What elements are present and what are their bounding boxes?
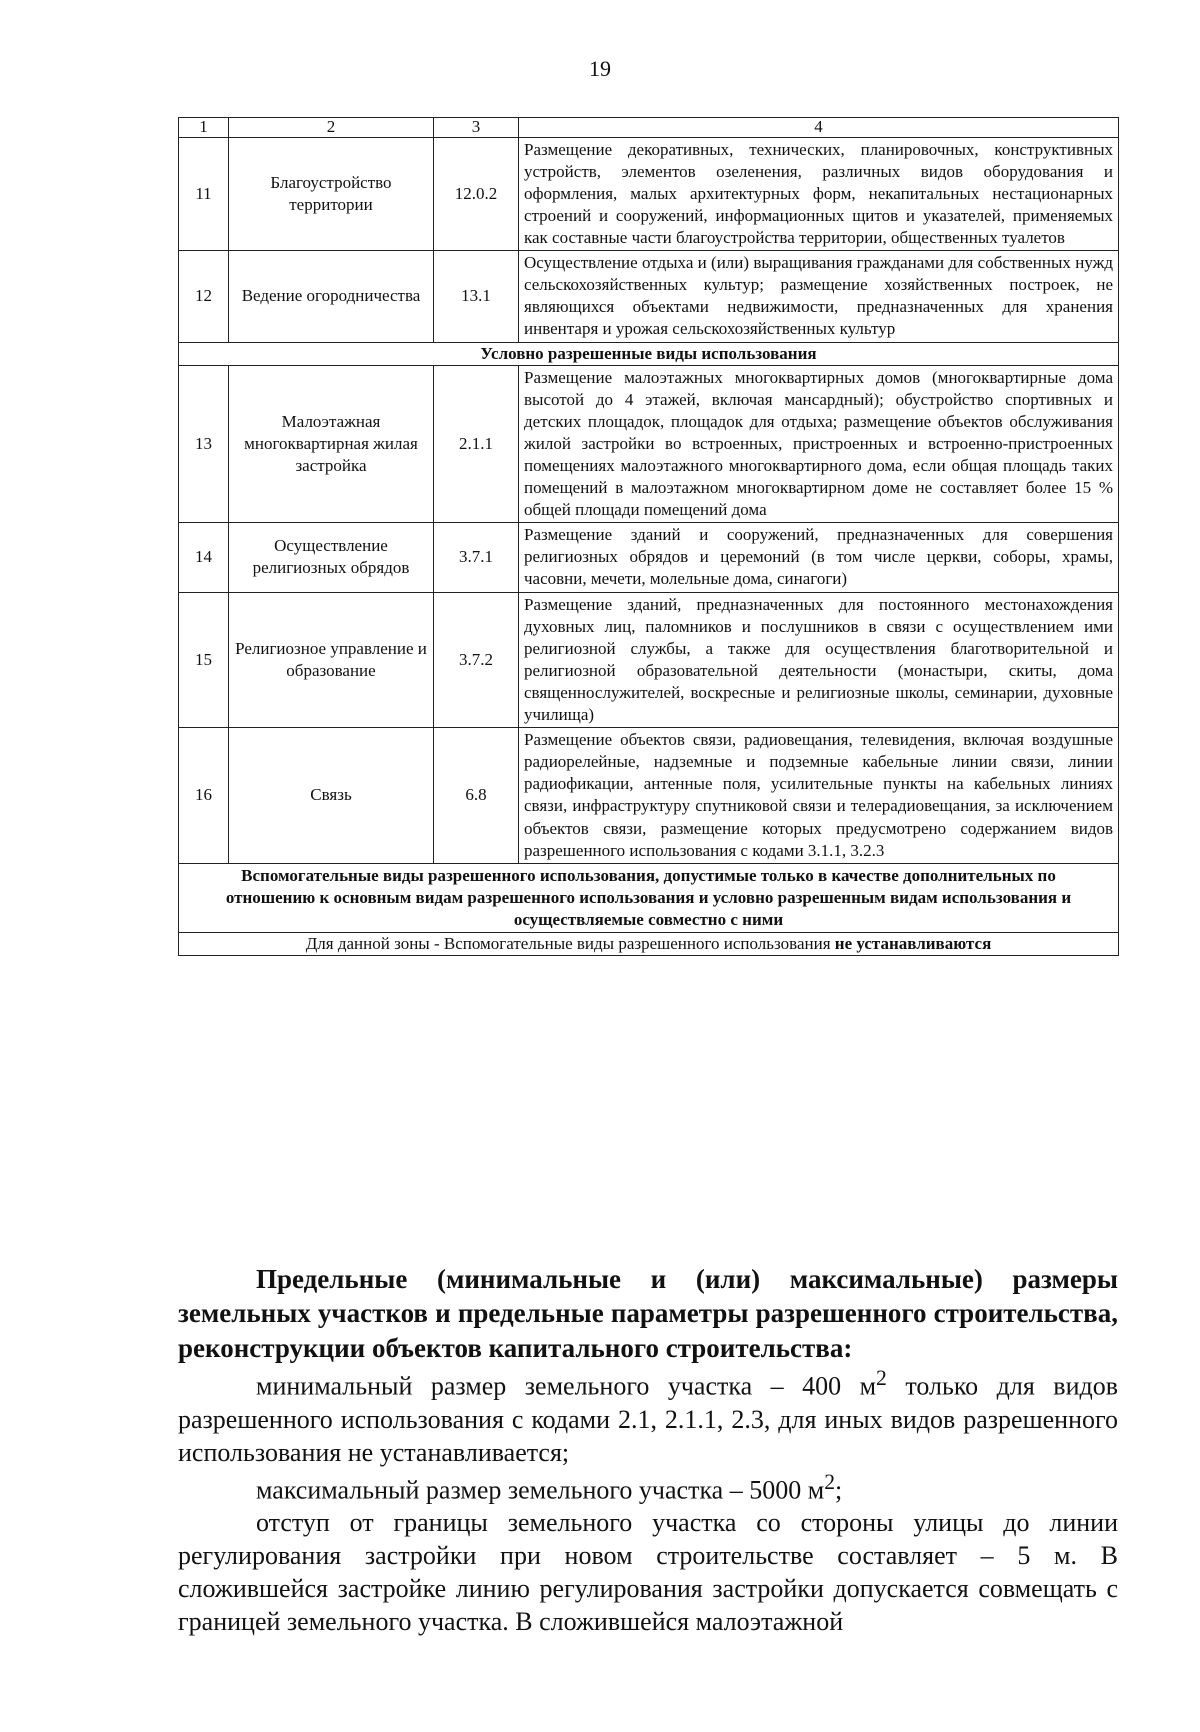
- use-name: Религиозное управление и образование: [229, 592, 434, 728]
- use-code: 3.7.1: [434, 523, 519, 592]
- superscript-2: 2: [824, 1469, 836, 1494]
- row-number: 15: [179, 592, 229, 728]
- auxiliary-note-row: [179, 932, 1119, 955]
- page-number: 19: [589, 56, 611, 81]
- table-row: [179, 251, 1119, 342]
- auxiliary-note-text: Для данной зоны - Вспомогательные виды разрешенного использования: [305, 933, 835, 953]
- section-auxiliary-row: [179, 863, 1119, 932]
- use-description: Осуществление отдыха и (или) выращивания гражданами для собственных нужд сельскохозяйственных культур; размещение хозяйственных построек, не являющихся объектами недвижимости, предназначенных для хранения инвентаря и урожая сельскохозяйственных культур: [519, 251, 1119, 342]
- row-number: 14: [179, 523, 229, 592]
- use-name: Ведение огородничества: [229, 251, 434, 342]
- section-conditional-title: Условно разрешенные виды использования: [179, 342, 1119, 365]
- max-plot-size-text-rest: ;: [835, 1475, 843, 1505]
- header-col-1: 1: [179, 118, 229, 138]
- row-number: 13: [179, 365, 229, 523]
- table-row: [179, 137, 1119, 250]
- use-description: Размещение объектов связи, радиовещания, телевидения, включая воздушные радиорелейные, надземные и подземные кабельные линии связи, линии радиофикации, антенные поля, усилительные пункты на кабельных линиях связи, инфраструктуру спутниковой связи и телерадиовещания, за исключением объектов связи, размещение которых предусмотрено содержанием видов разрешенного использования с кодами 3.1.1, 3.2.3: [519, 728, 1119, 864]
- row-number: 11: [179, 137, 229, 250]
- min-plot-size-paragraph: [178, 1365, 1118, 1469]
- use-description: Размещение декоративных, технических, планировочных, конструктивных устройств, элементов озеленения, различных видов оборудования и оформления, малых архитектурных форм, некапитальных нестационарных строений и сооружений, информационных щитов и указателей, применяемых как составные части благоустройства территории, общественных туалетов: [519, 137, 1119, 250]
- table-row: [179, 365, 1119, 523]
- use-name: Малоэтажная многоквартирная жилая застройка: [229, 365, 434, 523]
- use-name: Связь: [229, 728, 434, 864]
- max-plot-size-text: максимальный размер земельного участка – 5000 м: [256, 1475, 825, 1505]
- use-code: 3.7.2: [434, 592, 519, 728]
- header-col-2: 2: [229, 118, 434, 138]
- use-code: 13.1: [434, 251, 519, 342]
- min-plot-size-text-rest: только для видов разрешенного использования с кодами 2.1, 2.1.1, 2.3, для иных видов разрешенного использования не устанавливается;: [178, 1371, 1118, 1467]
- land-use-table: [178, 117, 1119, 956]
- table-header-row: [179, 118, 1119, 138]
- header-col-3: 3: [434, 118, 519, 138]
- table-row: [179, 523, 1119, 592]
- auxiliary-note-emphasis: не устанавливаются: [834, 933, 992, 953]
- table-row: [179, 728, 1119, 864]
- section-conditional-row: [179, 342, 1119, 365]
- use-description: Размещение зданий, предназначенных для постоянного местонахождения духовных лиц, паломников и послушников в связи с осуществлением ими религиозной службы, а также для осуществления благотворительной и религиозной образовательной деятельности (монастыри, скиты, дома священнослужителей, воскресные и религиозные школы, семинарии, духовные училища): [519, 592, 1119, 728]
- max-plot-size-paragraph: [178, 1469, 1118, 1507]
- auxiliary-note: [179, 932, 1119, 955]
- setback-paragraph: отступ от границы земельного участка со стороны улицы до линии регулирования застройки при новом строительстве составляет – 5 м. В сложившейся застройке линию регулирования застройки допускается совмещать с границей земельного участка. В сложившейся малоэтажной: [178, 1508, 1118, 1637]
- row-number: 12: [179, 251, 229, 342]
- header-col-4: 4: [519, 118, 1119, 138]
- use-description: Размещение малоэтажных многоквартирных домов (многоквартирные дома высотой до 4 этажей, включая мансардный); обустройство спортивных и детских площадок, площадок для отдыха; размещение объектов обслуживания жилой застройки во встроенных, пристроенных и встроенно-пристроенных помещениях малоэтажного многоквартирного дома, если общая площадь таких помещений в малоэтажном многоквартирном доме не составляет более 15 % общей площади помещений дома: [519, 365, 1119, 523]
- row-number: 16: [179, 728, 229, 864]
- use-code: 2.1.1: [434, 365, 519, 523]
- parameters-section: [178, 1262, 1118, 1638]
- use-code: 12.0.2: [434, 137, 519, 250]
- use-description: Размещение зданий и сооружений, предназначенных для совершения религиозных обрядов и церемоний (в том числе церкви, соборы, храмы, часовни, мечети, молельные дома, синагоги): [519, 523, 1119, 592]
- parameters-heading: Предельные (минимальные и (или) максимальные) размеры земельных участков и предельные параметры разрешенного строительства, реконструкции объектов капитального строительства:: [178, 1264, 1118, 1363]
- use-name: Благоустройство территории: [229, 137, 434, 250]
- superscript-2: 2: [876, 1365, 887, 1390]
- table-row: [179, 592, 1119, 728]
- section-auxiliary-title: Вспомогательные виды разрешенного использования, допустимые только в качестве дополнительных по отношению к основным видам разрешенного использования и условно разрешенным видам использования и осуществляемые совместно с ними: [179, 863, 1119, 932]
- use-name: Осуществление религиозных обрядов: [229, 523, 434, 592]
- use-code: 6.8: [434, 728, 519, 864]
- min-plot-size-text: минимальный размер земельного участка – 400 м: [256, 1371, 877, 1401]
